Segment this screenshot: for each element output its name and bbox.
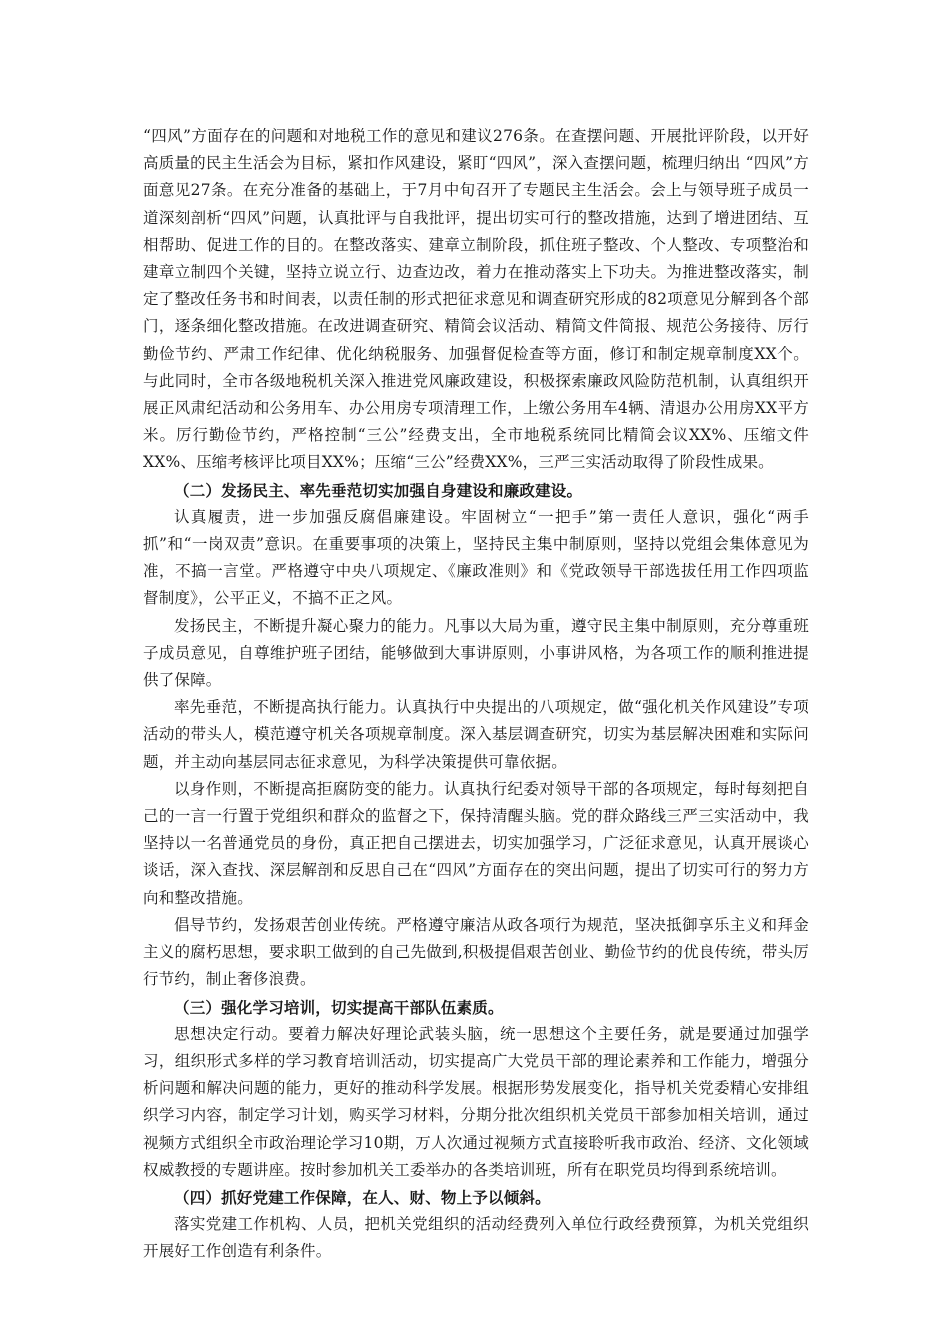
paragraph: 发扬民主，不断提升凝心聚力的能力。凡事以大局为重，遵守民主集中制原则，充分尊重班子成员意见，自尊维护班子团结，能够做到大事讲原则，小事讲风格，为各项工作的顺利推进提供了保障。 (143, 616, 809, 690)
section-heading-2: （二）发扬民主、率先垂范切实加强自身建设和廉政建设。 (174, 480, 583, 500)
paragraph: 倡导节约，发扬艰苦创业传统。严格遵守廉洁从政各项行为规范，坚决抵御享乐主义和拜金主义的腐朽思想，要求职工做到的自己先做到,积极提倡艰苦创业、勤俭节约的优良传统，带头厉行节约，制止奢侈浪费。 (143, 915, 809, 989)
section-heading-3: （三）强化学习培训，切实提高干部队伍素质。 (174, 997, 504, 1017)
paragraph: 认真履责，进一步加强反腐倡廉建设。牢固树立“一把手”第一责任人意识，强化“两手抓”和“一岗双责”意识。在重要事项的决策上，坚持民主集中制原则，坚持以党组会集体意见为准，不搞一言堂。严格遵守中央八项规定、《廉政准则》和《党政领导干部选拔任用工作四项监督制度》，公平正义，不搞不正之风。 (143, 507, 809, 608)
paragraph: 以身作则，不断提高拒腐防变的能力。认真执行纪委对领导干部的各项规定，每时每刻把自己的一言一行置于党组织和群众的监督之下，保持清醒头脑。党的群众路线三严三实活动中，我坚持以一名普通党员的身份，真正把自己摆进去，切实加强学习，广泛征求意见，认真开展谈心谈话，深入查找、深层解剖和反思自己在“四风”方面存在的突出问题，提出了切实可行的努力方向和整改措施。 (143, 779, 809, 907)
section-heading-4: （四）抓好党建工作保障，在人、财、物上予以倾斜。 (174, 1187, 551, 1207)
document-body (143, 123, 809, 1266)
paragraph: 率先垂范，不断提高执行能力。认真执行中央提出的八项规定，做“强化机关作风建设”专项活动的带头人，模范遵守机关各项规章制度。深入基层调查研究，切实为基层解决困难和实际问题，并主动向基层同志征求意见，为科学决策提供可靠依据。 (143, 698, 809, 771)
paragraph: 落实党建工作机构、人员，把机关党组织的活动经费列入单位行政经费预算，为机关党组织开展好工作创造有利条件。 (143, 1215, 809, 1261)
paragraph-continuation: “四风”方面存在的问题和对地税工作的意见和建议276条。在查摆问题、开展批评阶段，以开好高质量的民主生活会为目标，紧扣作风建设，紧盯“四风”，深入查摆问题，梳理归纳出 “四风”方面意见27条。在充分准备的基础上，于7月中旬召开了专题民主生活会。会上与领导班子成员一道深刻剖析“四风”问题，认真批评与自我批评，提出切实可行的整改措施，达到了增进团结、互相帮助、促进工作的目的。在整改落实、建章立制阶段，抓住班子整改、个人整改、专项整治和建章立制四个关键，坚持立说立行、边查边改，着力在推动落实上下功夫。为推进整改落实，制定了整改任务书和时间表，以责任制的形式把征求意见和调查研究形成的82项意见分解到各个部门，逐条细化整改措施。在改进调查研究、精简会议活动、精简文件简报、规范公务接待、厉行勤俭节约、严肃工作纪律、优化纳税服务、加强督促检查等方面，修订和制定规章制度XX个。与此同时，全市各级地税机关深入推进党风廉政建设，积极探索廉政风险防范机制，认真组织开展正风肃纪活动和公务用车、办公用房专项清理工作，上缴公务用车4辆、清退办公用房XX平方米。厉行勤俭节约，严格控制“三公”经费支出，全市地税系统同比精简会议XX%、压缩文件XX%、压缩考核评比项目XX%；压缩“三公”经费XX%，三严三实活动取得了阶段性成果。 (143, 127, 809, 472)
paragraph: 思想决定行动。要着力解决好理论武装头脑，统一思想这个主要任务，就是要通过加强学习，组织形式多样的学习教育培训活动，切实提高广大党员干部的理论素养和工作能力，增强分析问题和解决问题的能力，更好的推动科学发展。根据形势发展变化，指导机关党委精心安排组织学习内容，制定学习计划，购买学习材料，分期分批次组织机关党员干部参加相关培训，通过视频方式组织全市政治理论学习10期，万人次通过视频方式直接聆听我市政治、经济、文化领域权威教授的专题讲座。按时参加机关工委举办的各类培训班，所有在职党员均得到系统培训。 (143, 1024, 809, 1179)
